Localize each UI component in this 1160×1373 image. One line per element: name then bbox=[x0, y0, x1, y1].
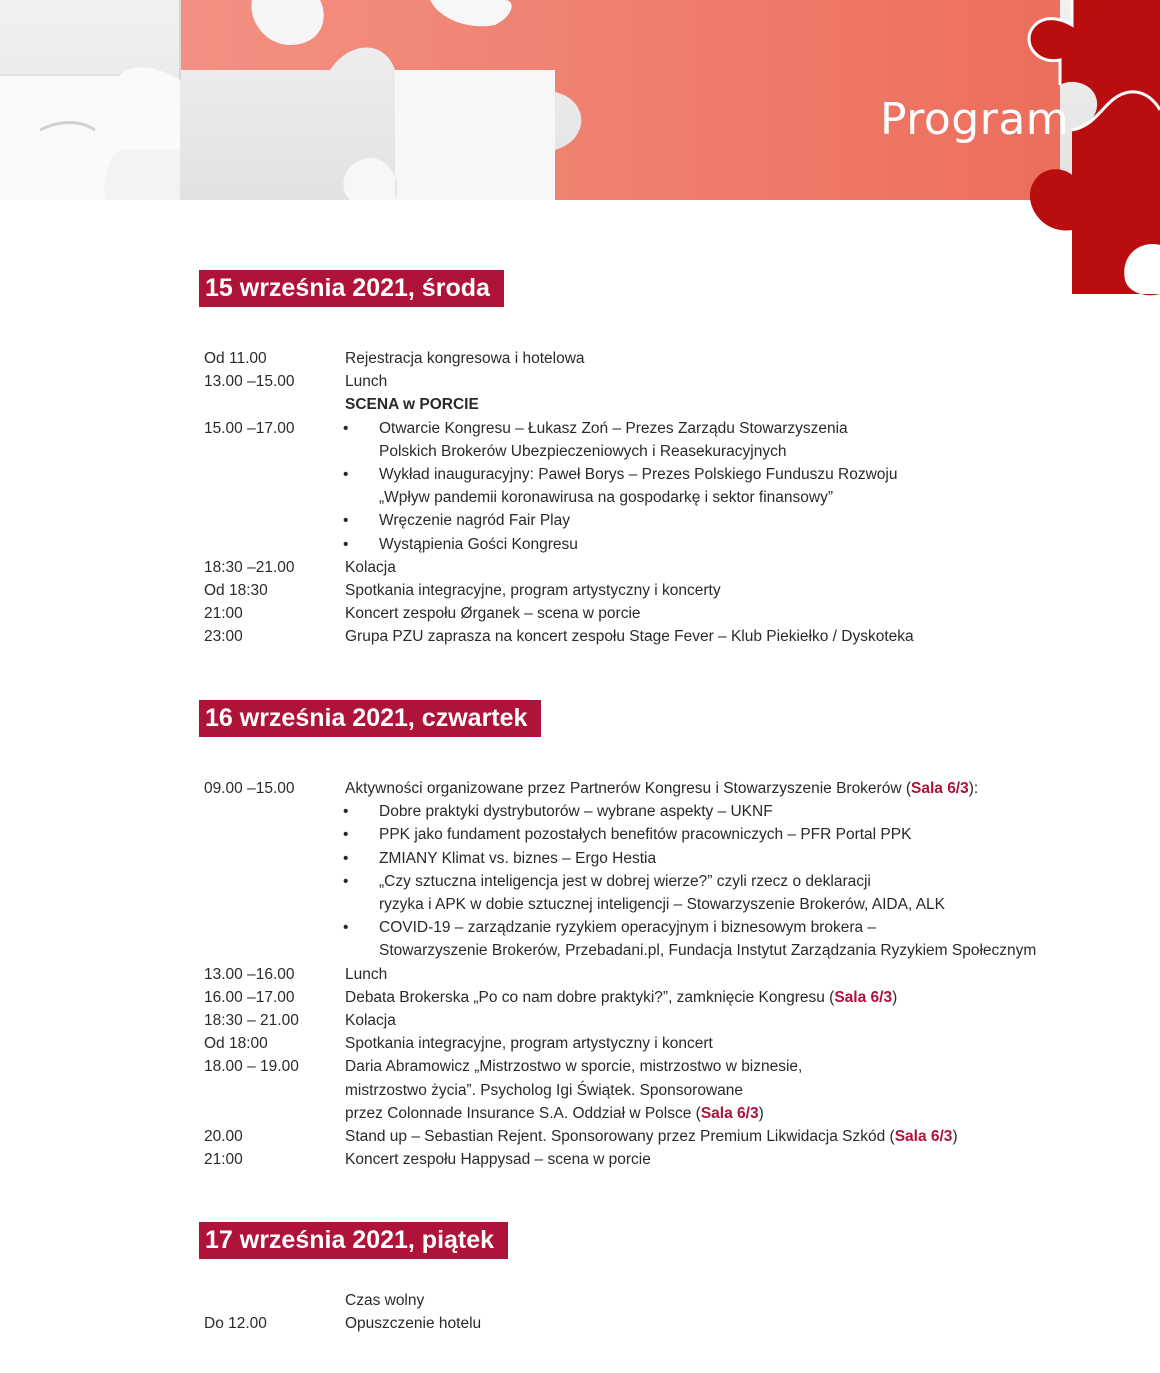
schedule-time bbox=[199, 533, 345, 556]
schedule-time: Do 12.00 bbox=[204, 1315, 267, 1333]
schedule-row bbox=[199, 847, 1099, 870]
schedule-text bbox=[345, 777, 1099, 800]
schedule-text-main: PPK jako fundament pozostałych benefitów pracowniczych – PFR Portal PPK bbox=[379, 826, 912, 844]
schedule-text-main: Spotkania integracyjne, program artystyczny i koncerty bbox=[345, 582, 721, 600]
schedule-time bbox=[199, 870, 345, 893]
schedule-row bbox=[199, 1055, 1099, 1078]
schedule-time bbox=[199, 509, 345, 532]
schedule-text-main: Debata Brokerska „Po co nam dobre praktyki?”, zamknięcie Kongresu ( bbox=[345, 988, 835, 1006]
schedule-row bbox=[199, 939, 1099, 962]
schedule-text-main: Wystąpienia Gości Kongresu bbox=[379, 535, 578, 553]
schedule-time bbox=[199, 939, 345, 962]
schedule-list bbox=[199, 777, 1099, 1171]
schedule-text-main: Grupa PZU zaprasza na koncert zespołu Stage Fever – Klub Piekiełko / Dyskoteka bbox=[345, 628, 914, 646]
schedule-time bbox=[199, 847, 345, 870]
schedule-text-main: SCENA w PORCIE bbox=[345, 396, 479, 414]
schedule-row bbox=[199, 823, 1099, 846]
schedule-text bbox=[345, 939, 1099, 962]
schedule-text-main: Otwarcie Kongresu – Łukasz Zoń – Prezes Zarządu Stowarzyszenia bbox=[379, 419, 848, 437]
schedule-time bbox=[199, 440, 345, 463]
schedule-time bbox=[199, 823, 345, 846]
schedule-time: 18.00 – 19.00 bbox=[204, 1058, 299, 1076]
schedule-text bbox=[345, 1125, 1099, 1148]
schedule-row bbox=[199, 370, 1099, 393]
schedule-text bbox=[345, 1312, 1099, 1335]
day-section-friday bbox=[199, 1222, 1099, 1335]
schedule-time bbox=[199, 800, 345, 823]
schedule-text-main: Lunch bbox=[345, 373, 388, 391]
schedule-time: 20.00 bbox=[204, 1128, 243, 1146]
schedule-text-main: Koncert zespołu Ørganek – scena w porcie bbox=[345, 605, 641, 623]
schedule-text-main: Koncert zespołu Happysad – scena w porcie bbox=[345, 1151, 651, 1169]
schedule-text-main: Opuszczenie hotelu bbox=[345, 1315, 482, 1333]
schedule-row bbox=[199, 556, 1099, 579]
schedule-text-main: Wykład inauguracyjny: Paweł Borys – Prezes Polskiego Funduszu Rozwoju bbox=[379, 466, 898, 484]
schedule-text bbox=[345, 1148, 1099, 1171]
schedule-text-suffix: ) bbox=[758, 1104, 764, 1122]
schedule-time: 21:00 bbox=[204, 1151, 243, 1169]
schedule-text bbox=[345, 533, 1099, 556]
schedule-text-main: ZMIANY Klimat vs. biznes – Ergo Hestia bbox=[379, 849, 657, 867]
schedule-time: 18:30 – 21.00 bbox=[204, 1012, 299, 1030]
page-title: Program bbox=[880, 94, 1070, 145]
schedule-time: 18:30 –21.00 bbox=[204, 558, 295, 576]
schedule-text-main: ryzyka i APK w dobie sztucznej inteligencji – Stowarzyszenie Brokerów, AIDA, ALK bbox=[379, 896, 946, 914]
schedule-row bbox=[199, 1148, 1099, 1171]
schedule-row bbox=[199, 602, 1099, 625]
schedule-text-main: Polskich Brokerów Ubezpieczeniowych i Reasekuracyjnych bbox=[379, 442, 787, 460]
schedule-row bbox=[199, 986, 1099, 1009]
room-label: Sala 6/3 bbox=[894, 1128, 953, 1146]
schedule-time: 23:00 bbox=[204, 628, 243, 646]
schedule-row bbox=[199, 870, 1099, 893]
schedule-row bbox=[199, 393, 1099, 416]
schedule-row bbox=[199, 417, 1099, 440]
schedule-time: 13.00 –15.00 bbox=[204, 373, 295, 391]
schedule-list bbox=[199, 1289, 1099, 1335]
day-section-wednesday bbox=[199, 270, 1099, 649]
schedule-row bbox=[199, 777, 1099, 800]
schedule-row bbox=[199, 509, 1099, 532]
schedule-text-main: „Wpływ pandemii koronawirusa na gospodarkę i sektor finansowy” bbox=[379, 489, 834, 507]
schedule-row bbox=[199, 463, 1099, 486]
schedule-text bbox=[345, 556, 1099, 579]
schedule-text bbox=[345, 1055, 1099, 1078]
schedule-row bbox=[199, 963, 1099, 986]
schedule-text bbox=[345, 440, 1099, 463]
schedule-text bbox=[345, 800, 1099, 823]
schedule-text bbox=[345, 1289, 1099, 1312]
schedule-text-suffix: ) bbox=[952, 1128, 958, 1146]
day-header: 15 września 2021, środa bbox=[199, 270, 504, 307]
schedule-text bbox=[345, 1079, 1099, 1102]
schedule-list bbox=[199, 347, 1099, 649]
schedule-time: Od 18:00 bbox=[204, 1035, 268, 1053]
schedule-text bbox=[345, 417, 1099, 440]
schedule-text bbox=[345, 579, 1099, 602]
schedule-text bbox=[345, 1102, 1099, 1125]
schedule-text-suffix: ) bbox=[892, 988, 898, 1006]
schedule-row bbox=[199, 533, 1099, 556]
schedule-text-main: Kolacja bbox=[345, 1012, 396, 1030]
schedule-text-main: Wręczenie nagród Fair Play bbox=[379, 512, 570, 530]
schedule-time bbox=[199, 1102, 345, 1125]
schedule-text bbox=[345, 347, 1099, 370]
schedule-row bbox=[199, 893, 1099, 916]
schedule-text bbox=[345, 916, 1099, 939]
schedule-text-main: „Czy sztuczna inteligencja jest w dobrej wierze?” czyli rzecz o deklaracji bbox=[379, 872, 871, 890]
room-label: Sala 6/3 bbox=[911, 780, 969, 797]
schedule-time bbox=[199, 916, 345, 939]
schedule-text bbox=[345, 370, 1099, 393]
schedule-time bbox=[199, 393, 345, 416]
schedule-text-main: Czas wolny bbox=[345, 1292, 425, 1309]
schedule-text-main: COVID-19 – zarządzanie ryzykiem operacyjnym i biznesowym brokera – bbox=[379, 919, 877, 937]
schedule-text bbox=[345, 393, 1099, 416]
schedule-time bbox=[199, 893, 345, 916]
schedule-time: Od 11.00 bbox=[204, 350, 267, 367]
schedule-row bbox=[199, 625, 1099, 648]
schedule-time bbox=[199, 486, 345, 509]
header-banner bbox=[0, 0, 1160, 300]
schedule-text-main: Stand up – Sebastian Rejent. Sponsorowany przez Premium Likwidacja Szkód ( bbox=[345, 1128, 895, 1146]
schedule-text-main: Stowarzyszenie Brokerów, Przebadani.pl, Fundacja Instytut Zarządzania Ryzykiem Społecznym bbox=[379, 942, 1037, 960]
day-header: 17 września 2021, piątek bbox=[199, 1222, 508, 1259]
schedule-time bbox=[199, 463, 345, 486]
schedule-row bbox=[199, 347, 1099, 370]
schedule-row bbox=[199, 800, 1099, 823]
schedule-row bbox=[199, 486, 1099, 509]
schedule-text-main: Kolacja bbox=[345, 558, 396, 576]
schedule-text-main: Daria Abramowicz „Mistrzostwo w sporcie, mistrzostwo w biznesie, bbox=[345, 1058, 803, 1076]
schedule-time: 09.00 –15.00 bbox=[204, 780, 295, 797]
schedule-text bbox=[345, 1032, 1099, 1055]
schedule-row bbox=[199, 1032, 1099, 1055]
room-label: Sala 6/3 bbox=[834, 988, 893, 1006]
schedule-row bbox=[199, 1312, 1099, 1335]
schedule-row bbox=[199, 916, 1099, 939]
schedule-text-main: Aktywności organizowane przez Partnerów Kongresu i Stowarzyszenie Brokerów ( bbox=[345, 780, 911, 797]
schedule-time: 21:00 bbox=[204, 605, 243, 623]
schedule-time: 15.00 –17.00 bbox=[204, 419, 295, 437]
schedule-text bbox=[345, 823, 1099, 846]
schedule-text bbox=[345, 602, 1099, 625]
schedule-text bbox=[345, 893, 1099, 916]
schedule-text-main: mistrzostwo życia”. Psycholog Igi Świątek. Sponsorowane bbox=[345, 1081, 743, 1099]
schedule-text bbox=[345, 625, 1099, 648]
schedule-row bbox=[199, 1009, 1099, 1032]
schedule-text bbox=[345, 963, 1099, 986]
schedule-row bbox=[199, 440, 1099, 463]
schedule-text bbox=[345, 463, 1099, 486]
schedule-text-suffix: ): bbox=[968, 780, 979, 797]
room-label: Sala 6/3 bbox=[700, 1104, 759, 1122]
schedule-text bbox=[345, 847, 1099, 870]
schedule-time bbox=[199, 1079, 345, 1102]
schedule-row bbox=[199, 1125, 1099, 1148]
schedule-row bbox=[199, 1102, 1099, 1125]
puzzle-banner-graphic bbox=[0, 0, 1160, 300]
schedule-text-main: Spotkania integracyjne, program artystyczny i koncert bbox=[345, 1035, 713, 1053]
schedule-text bbox=[345, 870, 1099, 893]
schedule-row bbox=[199, 1289, 1099, 1312]
schedule-row bbox=[199, 579, 1099, 602]
schedule-text-main: Rejestracja kongresowa i hotelowa bbox=[345, 350, 585, 367]
schedule-text bbox=[345, 509, 1099, 532]
schedule-text-main: Lunch bbox=[345, 965, 388, 983]
day-header: 16 września 2021, czwartek bbox=[199, 700, 541, 737]
schedule-text-main: przez Colonnade Insurance S.A. Oddział w Polsce ( bbox=[345, 1104, 701, 1122]
schedule-time: 16.00 –17.00 bbox=[204, 988, 295, 1006]
schedule-row bbox=[199, 1079, 1099, 1102]
schedule-text-main: Dobre praktyki dystrybutorów – wybrane aspekty – UKNF bbox=[379, 803, 773, 821]
schedule-time bbox=[199, 1289, 345, 1312]
schedule-text bbox=[345, 1009, 1099, 1032]
schedule-time: 13.00 –16.00 bbox=[204, 965, 295, 983]
schedule-text bbox=[345, 986, 1099, 1009]
schedule-time: Od 18:30 bbox=[204, 582, 268, 600]
schedule-text bbox=[345, 486, 1099, 509]
day-section-thursday bbox=[199, 700, 1099, 1171]
